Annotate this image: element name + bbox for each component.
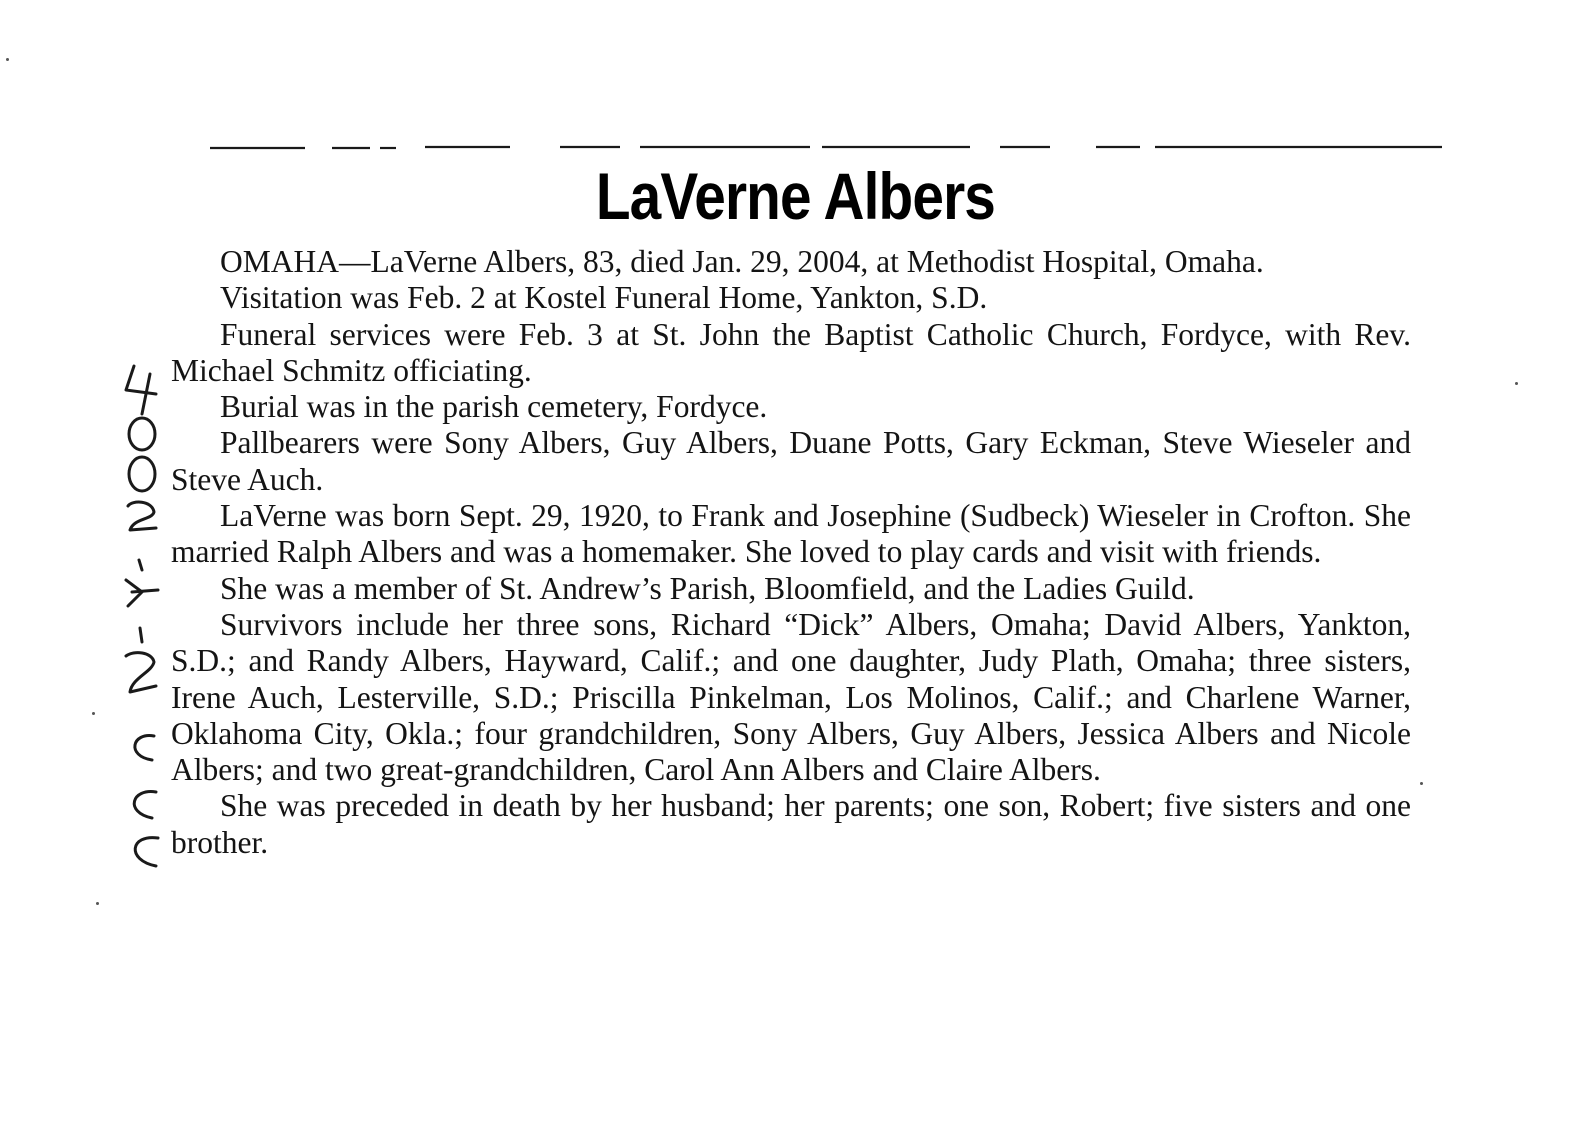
paragraph-survivors: Survivors include her three sons, Richard “Dick” Albers, Omaha; David Albers, Yankton, S.D.; and Randy Albers, Hayward, Calif.; and one daughter, Judy Plath, Omaha; three sisters, Irene Auch, Lesterville, S.D.; Priscilla Pinkelman, Los Molinos, Calif.; and Charlene Warner, Oklahoma City, Okla.; four grandchildren, Sony Albers, Guy Albers, Jessica Albers and Nicole Albers; and two great-grandchildren, Carol Ann Albers and Claire Albers.: [171, 606, 1411, 788]
paragraph-memberships: She was a member of St. Andrew’s Parish, Bloomfield, and the Ladies Guild.: [220, 570, 1195, 606]
top-rule: [210, 145, 1442, 151]
scan-speck: [1420, 782, 1423, 785]
obituary-headline: LaVerne Albers: [595, 159, 996, 233]
paragraph-visitation: Visitation was Feb. 2 at Kostel Funeral Home, Yankton, S.D.: [220, 280, 988, 316]
paragraph-burial: Burial was in the parish cemetery, Fordyce.: [220, 389, 768, 425]
paragraph-pallbearers: Pallbearers were Sony Albers, Guy Albers, Duane Potts, Gary Eckman, Steve Wieseler and Steve Auch.: [171, 425, 1411, 497]
paragraph-biography: LaVerne was born Sept. 29, 1920, to Frank and Josephine (Sudbeck) Wieseler in Crofton. She married Ralph Albers and was a homemaker. She loved to play cards and visit with friends.: [171, 498, 1411, 570]
paragraph-funeral-services: Funeral services were Feb. 3 at St. John the Baptist Catholic Church, Fordyce, with Rev. Michael Schmitz officiating.: [171, 316, 1411, 388]
paragraph-death-notice: OMAHA—LaVerne Albers, 83, died Jan. 29, 2004, at Methodist Hospital, Omaha.: [220, 244, 1264, 279]
scan-speck: [6, 58, 9, 61]
handwritten-date-note: [112, 360, 172, 870]
scan-speck: [96, 902, 99, 905]
obituary-body: [171, 244, 1411, 861]
scan-speck: [1515, 382, 1518, 385]
scan-speck: [92, 712, 95, 715]
paragraph-preceded-in-death: She was preceded in death by her husband; her parents; one son, Robert; five sisters and one brother.: [171, 788, 1411, 860]
